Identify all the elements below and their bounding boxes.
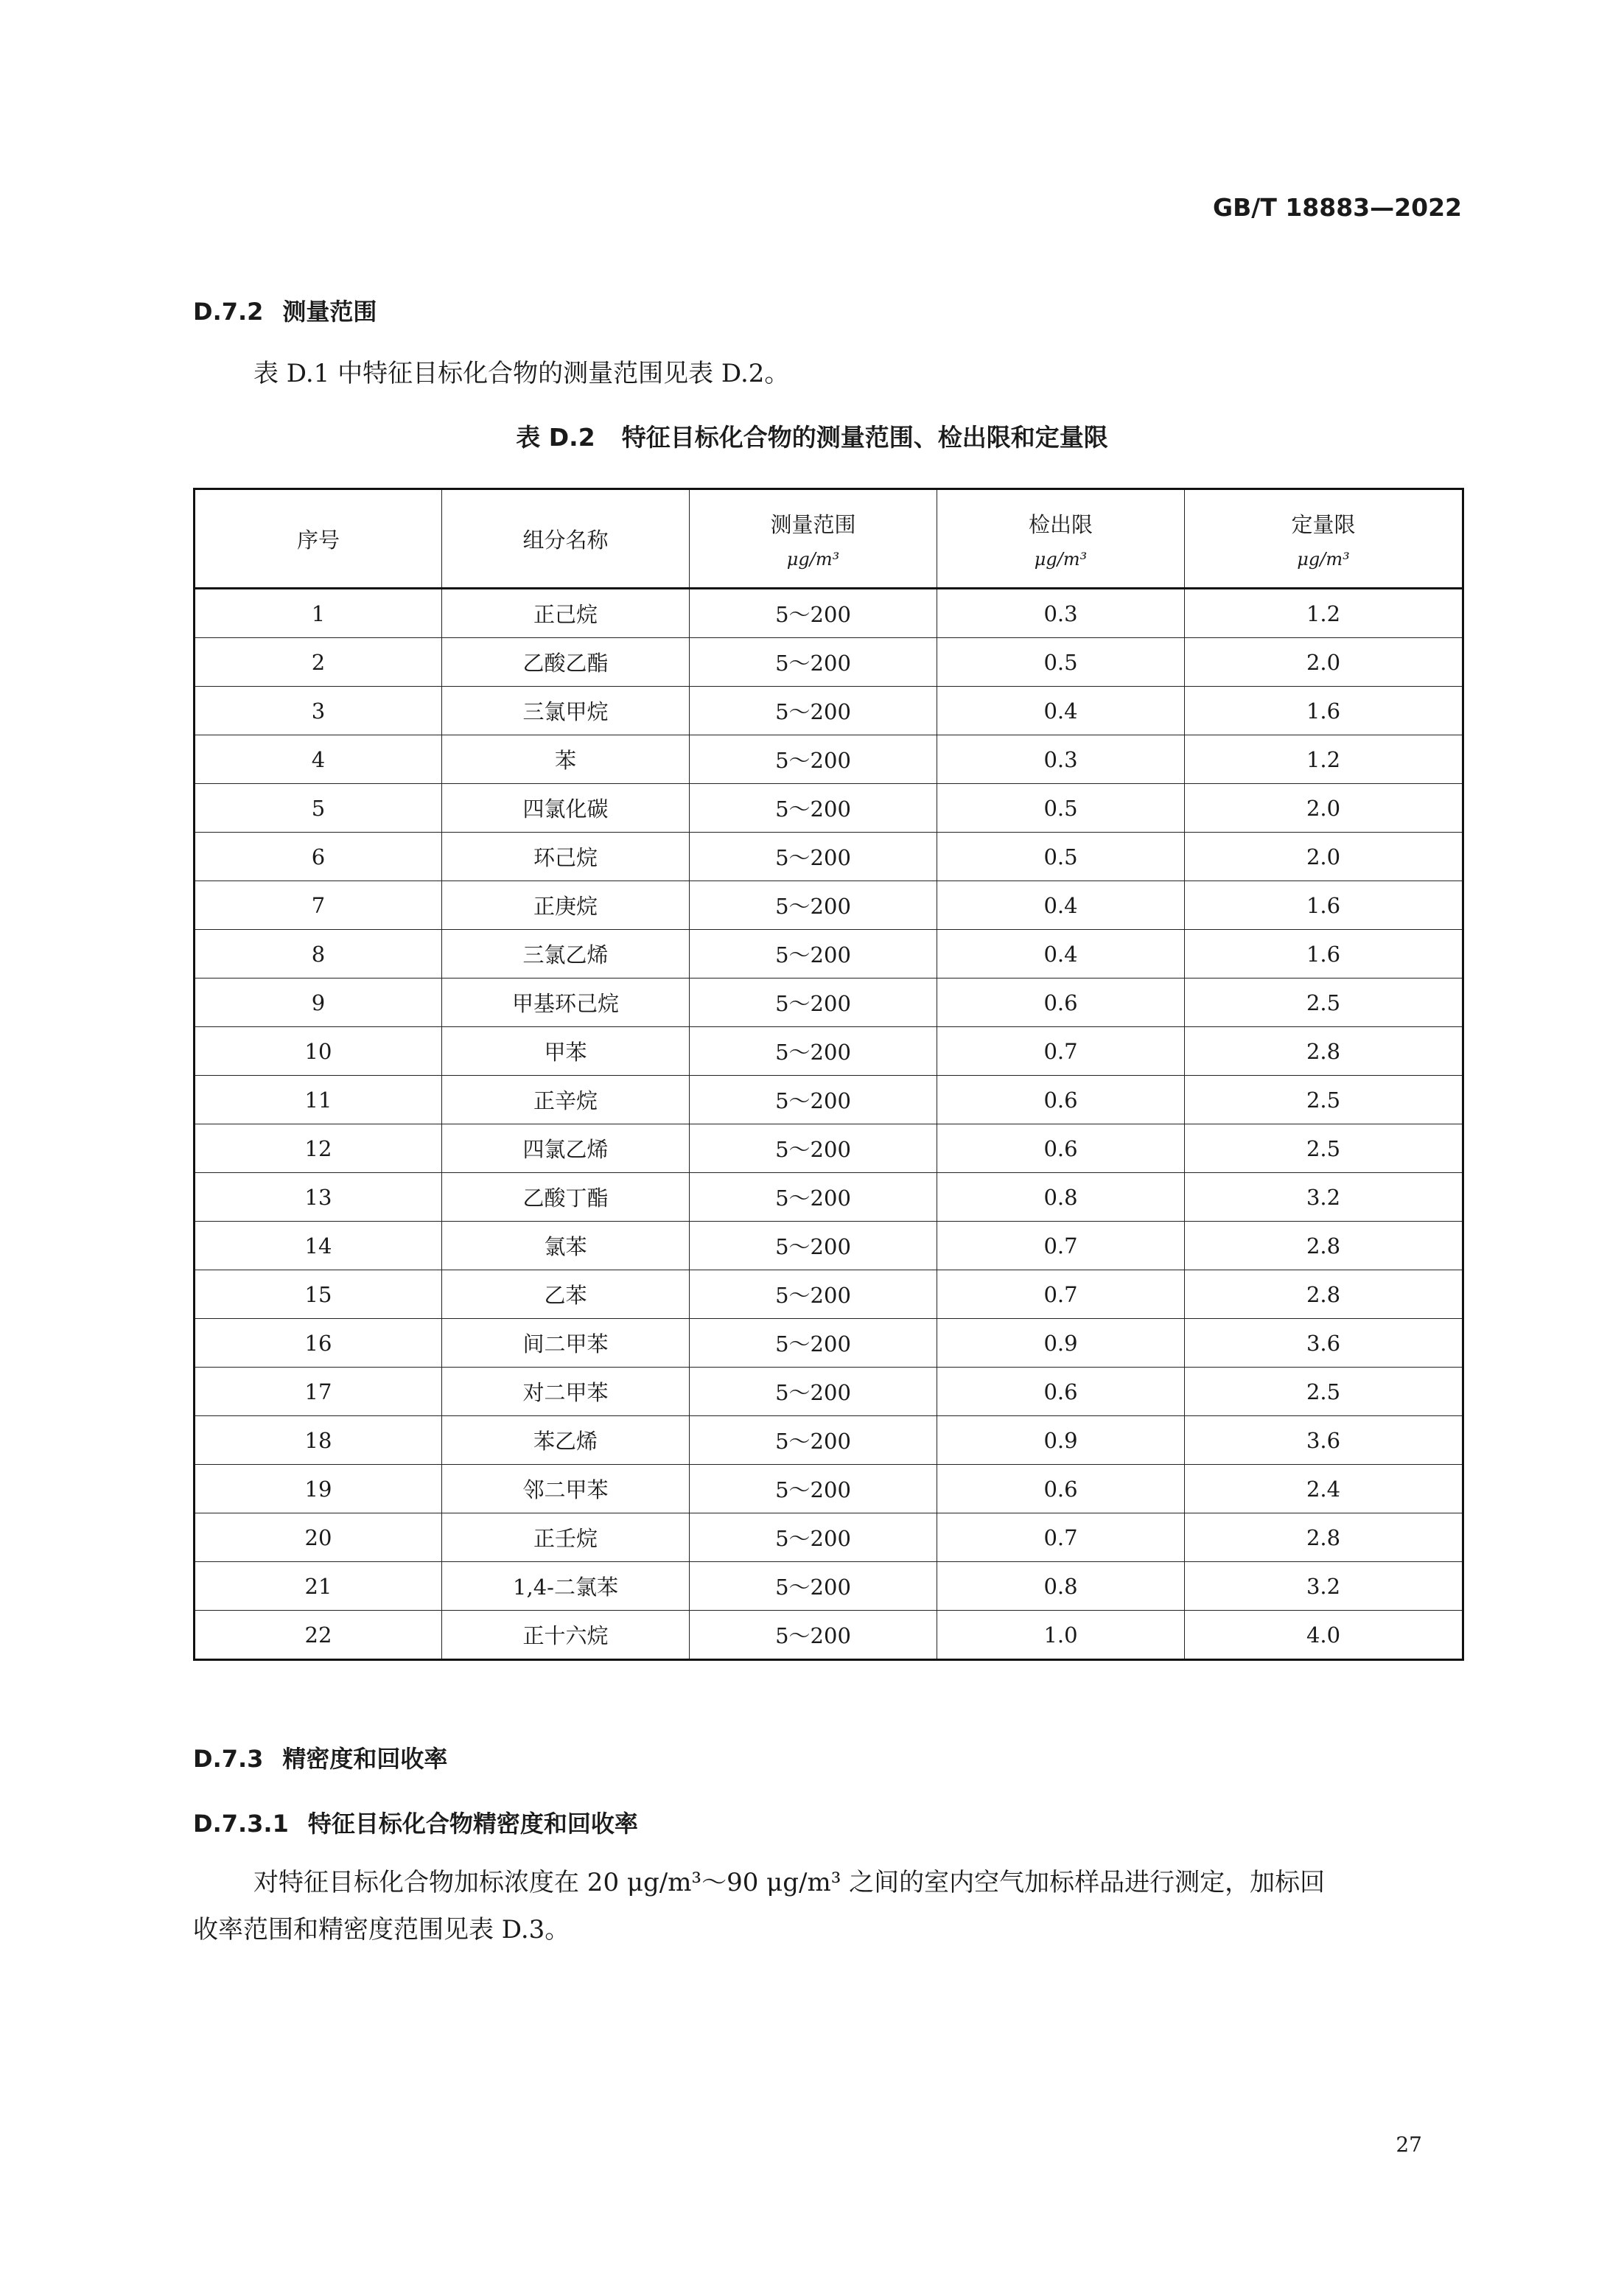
compound-name-cell: 环己烷 [442, 833, 690, 881]
section-d731-line2: 收率范围和精密度范围见表 D.3。 [193, 1915, 570, 1944]
row-number-cell: 13 [195, 1173, 442, 1222]
row-number-cell: 1 [195, 589, 442, 638]
compound-name-cell: 乙酸乙酯 [442, 638, 690, 687]
quantitation-limit-cell: 2.8 [1185, 1513, 1463, 1562]
table-header-cell [690, 489, 937, 589]
table-row [195, 784, 1463, 833]
table-body [195, 589, 1463, 1660]
quantitation-limit-cell: 2.5 [1185, 1368, 1463, 1416]
quantitation-limit-cell: 2.0 [1185, 784, 1463, 833]
measurement-range-cell: 5～200 [690, 1173, 937, 1222]
compound-name-cell: 三氯乙烯 [442, 930, 690, 979]
detection-limit-cell: 0.7 [937, 1222, 1185, 1270]
detection-limit-cell: 0.6 [937, 1076, 1185, 1124]
table-row [195, 881, 1463, 930]
table-header-row [195, 489, 1463, 589]
compound-name-cell: 乙苯 [442, 1270, 690, 1319]
measurement-range-cell: 5～200 [690, 881, 937, 930]
measurement-range-cell: 5～200 [690, 1562, 937, 1611]
row-number-cell: 5 [195, 784, 442, 833]
column-label: 组分名称 [522, 527, 609, 553]
measurement-range-cell: 5～200 [690, 687, 937, 735]
measurement-range-cell: 5～200 [690, 833, 937, 881]
section-d731-heading [193, 1805, 638, 1839]
row-number-cell: 6 [195, 833, 442, 881]
table-row [195, 1124, 1463, 1173]
quantitation-limit-cell: 2.4 [1185, 1465, 1463, 1513]
table-row [195, 1465, 1463, 1513]
detection-limit-cell: 0.4 [937, 687, 1185, 735]
table-row [195, 833, 1463, 881]
section-d73-heading [193, 1740, 447, 1774]
detection-limit-cell: 0.6 [937, 1368, 1185, 1416]
compound-name-cell: 正庚烷 [442, 881, 690, 930]
quantitation-limit-cell: 2.5 [1185, 1124, 1463, 1173]
detection-limit-cell: 0.4 [937, 881, 1185, 930]
table-row [195, 687, 1463, 735]
measurement-range-cell: 5～200 [690, 1465, 937, 1513]
row-number-cell: 8 [195, 930, 442, 979]
table-header-cell [442, 489, 690, 589]
compound-name-cell: 四氯乙烯 [442, 1124, 690, 1173]
compound-name-cell: 间二甲苯 [442, 1319, 690, 1368]
detection-limit-cell: 0.7 [937, 1513, 1185, 1562]
row-number-cell: 11 [195, 1076, 442, 1124]
quantitation-limit-cell: 3.6 [1185, 1319, 1463, 1368]
compound-name-cell: 正十六烷 [442, 1611, 690, 1660]
compound-name-cell: 乙酸丁酯 [442, 1173, 690, 1222]
row-number-cell: 12 [195, 1124, 442, 1173]
compound-name-cell: 氯苯 [442, 1222, 690, 1270]
row-number-cell: 9 [195, 979, 442, 1027]
compound-name-cell: 三氯甲烷 [442, 687, 690, 735]
row-number-cell: 4 [195, 735, 442, 784]
measurement-range-cell: 5～200 [690, 979, 937, 1027]
table-row [195, 1222, 1463, 1270]
quantitation-limit-cell: 2.0 [1185, 638, 1463, 687]
detection-limit-cell: 0.6 [937, 1124, 1185, 1173]
compound-name-cell: 四氯化碳 [442, 784, 690, 833]
table-header-cell [195, 489, 442, 589]
measurement-range-cell: 5～200 [690, 1513, 937, 1562]
measurement-range-cell: 5～200 [690, 1368, 937, 1416]
row-number-cell: 16 [195, 1319, 442, 1368]
measurement-table [193, 488, 1464, 1661]
row-number-cell: 17 [195, 1368, 442, 1416]
measurement-range-cell: 5～200 [690, 1270, 937, 1319]
table-header-cell [1185, 489, 1463, 589]
section-d731-line1: 对特征目标化合物加标浓度在 20 μg/m³～90 μg/m³ 之间的室内空气加标样品进行测定，加标回 [253, 1868, 1326, 1897]
column-unit: μg/m³ [1297, 548, 1350, 570]
measurement-range-cell: 5～200 [690, 638, 937, 687]
measurement-range-cell: 5～200 [690, 1611, 937, 1660]
measurement-range-cell: 5～200 [690, 735, 937, 784]
page-number: 27 [1396, 2132, 1422, 2157]
detection-limit-cell: 0.5 [937, 784, 1185, 833]
measurement-range-cell: 5～200 [690, 1416, 937, 1465]
quantitation-limit-cell: 2.8 [1185, 1270, 1463, 1319]
measurement-range-cell: 5～200 [690, 1124, 937, 1173]
compound-name-cell: 甲基环己烷 [442, 979, 690, 1027]
column-label: 检出限 [1028, 511, 1093, 537]
quantitation-limit-cell: 2.8 [1185, 1222, 1463, 1270]
table-row [195, 1611, 1463, 1660]
table-row [195, 1562, 1463, 1611]
section-number: D.7.2 [193, 298, 264, 326]
compound-name-cell: 正己烷 [442, 589, 690, 638]
quantitation-limit-cell: 2.5 [1185, 979, 1463, 1027]
row-number-cell: 21 [195, 1562, 442, 1611]
row-number-cell: 20 [195, 1513, 442, 1562]
compound-name-cell: 正壬烷 [442, 1513, 690, 1562]
row-number-cell: 19 [195, 1465, 442, 1513]
section-title: 特征目标化合物精密度和回收率 [307, 1810, 638, 1838]
table-caption-title: 特征目标化合物的测量范围、检出限和定量限 [621, 423, 1108, 452]
detection-limit-cell: 0.9 [937, 1416, 1185, 1465]
table-header-cell [937, 489, 1185, 589]
measurement-range-cell: 5～200 [690, 930, 937, 979]
compound-name-cell: 正辛烷 [442, 1076, 690, 1124]
table-row [195, 979, 1463, 1027]
table-caption [0, 419, 1624, 453]
quantitation-limit-cell: 1.2 [1185, 735, 1463, 784]
detection-limit-cell: 0.5 [937, 833, 1185, 881]
table-row [195, 1416, 1463, 1465]
detection-limit-cell: 0.9 [937, 1319, 1185, 1368]
section-title: 精密度和回收率 [282, 1745, 448, 1773]
table-row [195, 1368, 1463, 1416]
detection-limit-cell: 0.4 [937, 930, 1185, 979]
measurement-range-cell: 5～200 [690, 784, 937, 833]
quantitation-limit-cell: 1.6 [1185, 881, 1463, 930]
row-number-cell: 3 [195, 687, 442, 735]
standard-code: GB/T 18883—2022 [1213, 193, 1462, 222]
quantitation-limit-cell: 1.6 [1185, 930, 1463, 979]
table-row [195, 735, 1463, 784]
detection-limit-cell: 0.8 [937, 1173, 1185, 1222]
compound-name-cell: 苯 [442, 735, 690, 784]
detection-limit-cell: 1.0 [937, 1611, 1185, 1660]
detection-limit-cell: 0.5 [937, 638, 1185, 687]
column-unit: μg/m³ [786, 548, 840, 570]
quantitation-limit-cell: 1.2 [1185, 589, 1463, 638]
section-number: D.7.3 [193, 1745, 264, 1773]
section-title: 测量范围 [282, 298, 377, 326]
row-number-cell: 10 [195, 1027, 442, 1076]
quantitation-limit-cell: 3.2 [1185, 1173, 1463, 1222]
table-caption-number: 表 D.2 [516, 423, 595, 452]
compound-name-cell: 对二甲苯 [442, 1368, 690, 1416]
table-row [195, 1027, 1463, 1076]
table-row [195, 1513, 1463, 1562]
detection-limit-cell: 0.7 [937, 1027, 1185, 1076]
detection-limit-cell: 0.6 [937, 1465, 1185, 1513]
quantitation-limit-cell: 2.0 [1185, 833, 1463, 881]
measurement-range-cell: 5～200 [690, 1319, 937, 1368]
measurement-range-cell: 5～200 [690, 1027, 937, 1076]
quantitation-limit-cell: 3.2 [1185, 1562, 1463, 1611]
column-label: 测量范围 [770, 511, 856, 537]
row-number-cell: 7 [195, 881, 442, 930]
compound-name-cell: 甲苯 [442, 1027, 690, 1076]
detection-limit-cell: 0.6 [937, 979, 1185, 1027]
quantitation-limit-cell: 4.0 [1185, 1611, 1463, 1660]
column-unit: μg/m³ [1034, 548, 1088, 570]
table-row [195, 589, 1463, 638]
detection-limit-cell: 0.8 [937, 1562, 1185, 1611]
section-d72-heading [193, 293, 377, 327]
row-number-cell: 15 [195, 1270, 442, 1319]
detection-limit-cell: 0.3 [937, 735, 1185, 784]
quantitation-limit-cell: 2.8 [1185, 1027, 1463, 1076]
measurement-range-cell: 5～200 [690, 589, 937, 638]
column-label: 序号 [296, 527, 340, 553]
table-row [195, 1270, 1463, 1319]
row-number-cell: 18 [195, 1416, 442, 1465]
quantitation-limit-cell: 2.5 [1185, 1076, 1463, 1124]
measurement-range-cell: 5～200 [690, 1076, 937, 1124]
table-row [195, 930, 1463, 979]
compound-name-cell: 邻二甲苯 [442, 1465, 690, 1513]
column-label: 定量限 [1291, 511, 1356, 537]
row-number-cell: 14 [195, 1222, 442, 1270]
detection-limit-cell: 0.3 [937, 589, 1185, 638]
table-row [195, 1173, 1463, 1222]
section-d72-text: 表 D.1 中特征目标化合物的测量范围见表 D.2。 [253, 359, 790, 388]
compound-name-cell: 苯乙烯 [442, 1416, 690, 1465]
measurement-range-cell: 5～200 [690, 1222, 937, 1270]
row-number-cell: 22 [195, 1611, 442, 1660]
table-row [195, 1076, 1463, 1124]
quantitation-limit-cell: 1.6 [1185, 687, 1463, 735]
compound-name-cell: 1,4-二氯苯 [442, 1562, 690, 1611]
quantitation-limit-cell: 3.6 [1185, 1416, 1463, 1465]
row-number-cell: 2 [195, 638, 442, 687]
section-number: D.7.3.1 [193, 1810, 289, 1838]
table-row [195, 1319, 1463, 1368]
detection-limit-cell: 0.7 [937, 1270, 1185, 1319]
table-row [195, 638, 1463, 687]
